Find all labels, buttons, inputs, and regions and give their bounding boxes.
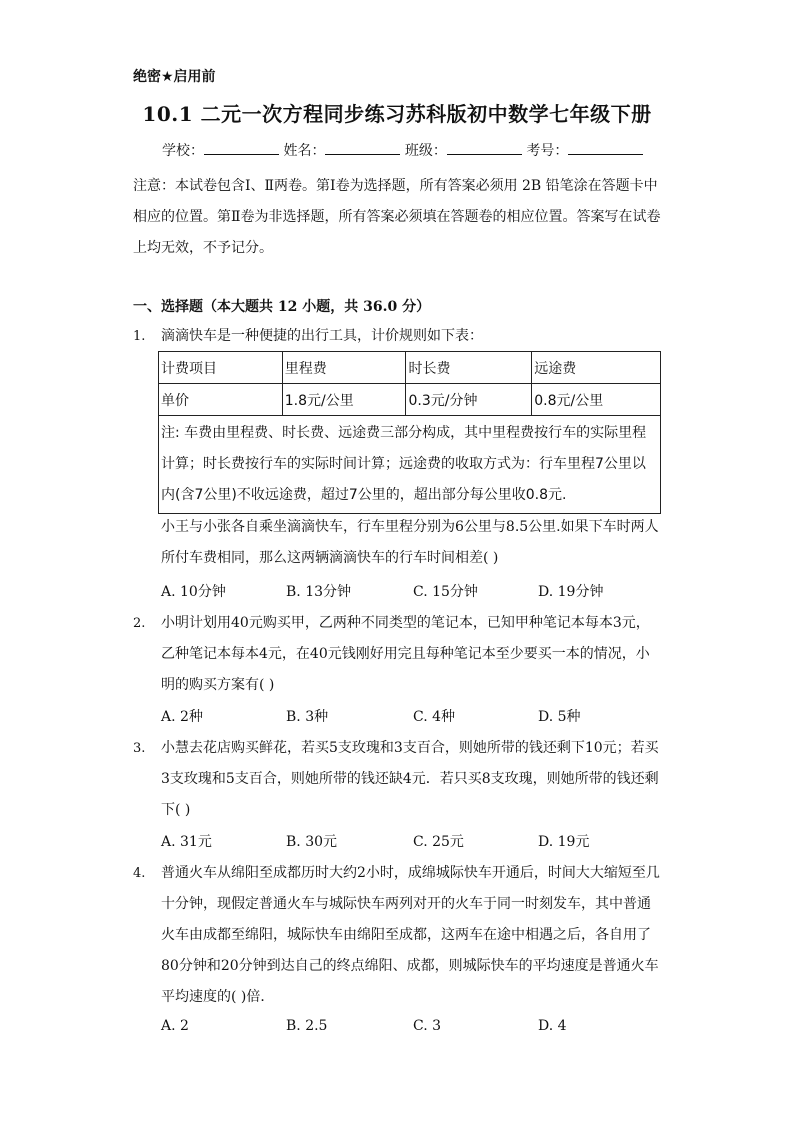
option-d[interactable]: D. 4 <box>538 1018 567 1034</box>
question-1-continuation <box>133 512 663 574</box>
question-stem: 小明计划用40元购买甲，乙两种不同类型的笔记本，已知甲种笔记本每本3元，乙种笔记本每本4元，在40元钱刚好用完且每种笔记本至少要买一本的情况，小明的购买方案有( ) <box>161 615 650 693</box>
question-number: 4. <box>133 866 146 881</box>
question-number: 3. <box>133 741 146 756</box>
option-b[interactable]: B. 13分钟 <box>286 584 352 600</box>
school-blank <box>204 140 279 155</box>
question-1 <box>133 321 663 352</box>
option-c[interactable]: C. 4种 <box>413 709 456 725</box>
question-stem: 普通火车从绵阳至成都历时大约2小时，成绵城际快车开通后，时间大大缩短至几十分钟，现假定普通火车与城际快车两列对开的火车于同一时刻发车，其中普通火车由成都至绵阳，城际快车由绵阳至成都，这两车在途中相遇之后，各自用了80分钟和20分钟到达自己的终点绵阳、成都，则城际快车的平均速度是普通火车平均速度的( )倍． <box>161 865 660 1005</box>
table-cell: 0.3元/分钟 <box>406 384 532 416</box>
table-row <box>159 384 661 416</box>
question-4 <box>133 858 663 1013</box>
class-blank <box>447 140 522 155</box>
table-cell: 单价 <box>159 384 283 416</box>
section-heading: 一、选择题（本大题共 12 小题，共 36.0 分） <box>133 299 431 315</box>
table-note-cell: 注: 车费由里程费、时长费、远途费三部分构成，其中里程费按行车的实际里程计算；时长费按行车的实际时间计算；远途费的收取方式为：行车里程7公里以内(含7公里)不收远途费，超过7公里的，超出部分每公里收0.8元. <box>159 416 661 514</box>
number-blank <box>568 140 643 155</box>
option-b[interactable]: B. 2.5 <box>286 1018 328 1034</box>
table-row <box>159 352 661 384</box>
option-c[interactable]: C. 15分钟 <box>413 584 478 600</box>
question-stem: 小慧去花店购买鲜花，若买5支玫瑰和3支百合，则她所带的钱还剩下10元；若买3支玫瑰和5支百合，则她所带的钱还缺4元．若只买8支玫瑰，则她所带的钱还剩下( ) <box>161 740 659 818</box>
school-label: 学校： <box>162 143 204 159</box>
question-stem-continued: 小王与小张各自乘坐滴滴快车，行车里程分别为6公里与8.5公里.如果下车时两人所付车费相同，那么这两辆滴滴快车的行车时间相差( ) <box>161 519 659 566</box>
option-c[interactable]: C. 3 <box>413 1018 442 1034</box>
option-c[interactable]: C. 25元 <box>413 834 464 850</box>
page-title: 10.1 二元一次方程同步练习苏科版初中数学七年级下册 <box>142 102 652 126</box>
table-cell: 1.8元/公里 <box>282 384 406 416</box>
question-stem: 滴滴快车是一种便捷的出行工具，计价规则如下表： <box>161 328 483 344</box>
option-b[interactable]: B. 30元 <box>286 834 338 850</box>
option-d[interactable]: D. 19元 <box>538 834 590 850</box>
option-d[interactable]: D. 5种 <box>538 709 581 725</box>
table-header-cell: 里程费 <box>282 352 406 384</box>
table-header-cell: 远途费 <box>532 352 661 384</box>
question-3 <box>133 733 663 826</box>
question-number: 2. <box>133 616 146 631</box>
option-b[interactable]: B. 3种 <box>286 709 329 725</box>
table-header-cell: 计费项目 <box>159 352 283 384</box>
table-header-cell: 时长费 <box>406 352 532 384</box>
table-cell: 0.8元/公里 <box>532 384 661 416</box>
class-label: 班级： <box>404 143 447 159</box>
fare-table <box>158 351 661 514</box>
secret-label: 绝密★启用前 <box>133 69 216 85</box>
name-label: 姓名： <box>283 143 326 159</box>
table-row <box>159 416 661 514</box>
student-info-line <box>162 140 643 160</box>
number-label: 考号： <box>526 143 569 159</box>
option-a[interactable]: A. 10分钟 <box>161 584 226 600</box>
question-2 <box>133 608 663 701</box>
question-number: 1. <box>133 329 146 344</box>
exam-notice: 注意：本试卷包含Ⅰ、Ⅱ两卷。第Ⅰ卷为选择题，所有答案必须用 2B 铅笔涂在答题卡中相应的位置。第Ⅱ卷为非选择题，所有答案必须填在答题卷的相应位置。答案写在试卷上均无效，不予记分。 <box>133 178 661 256</box>
name-blank <box>325 140 400 155</box>
option-a[interactable]: A. 2种 <box>161 709 203 725</box>
option-a[interactable]: A. 2 <box>161 1018 189 1034</box>
option-a[interactable]: A. 31元 <box>161 834 212 850</box>
option-d[interactable]: D. 19分钟 <box>538 584 604 600</box>
